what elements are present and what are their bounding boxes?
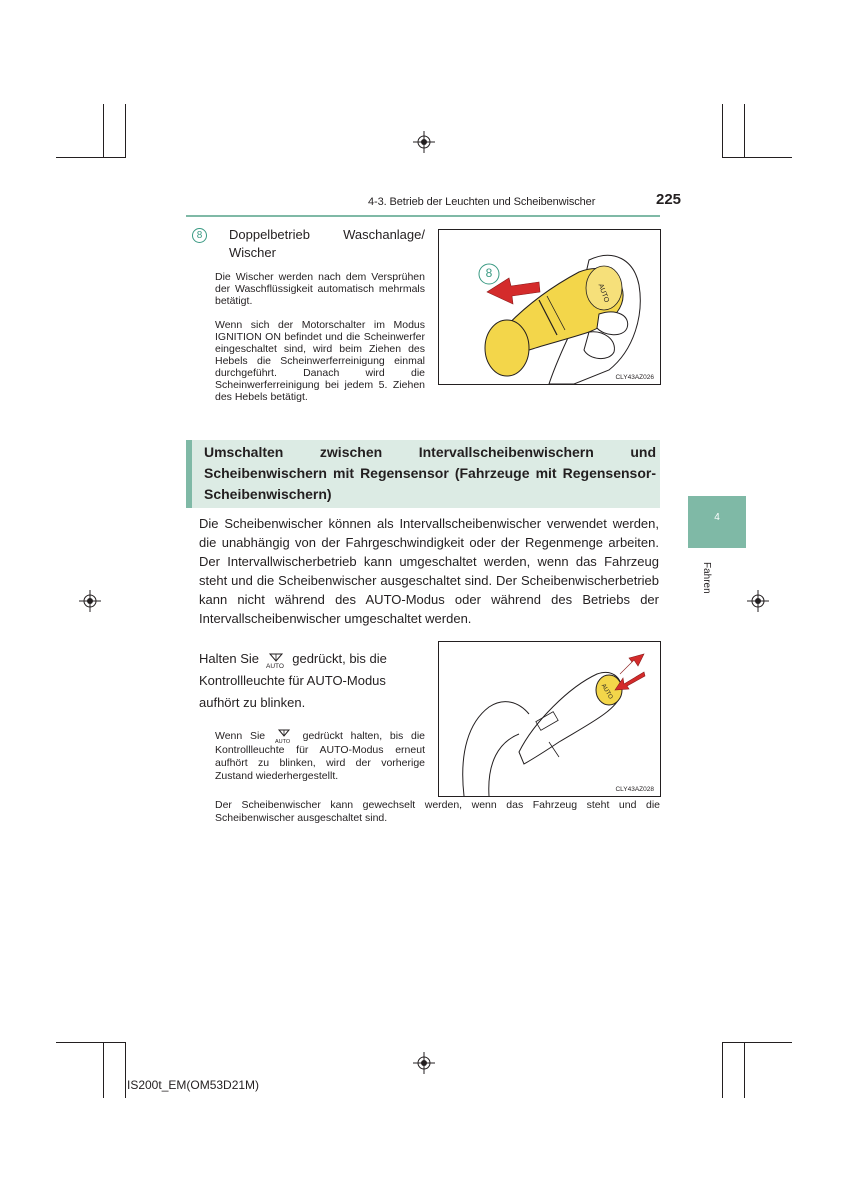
item-description: Die Wischer werden nach dem Versprühen der Waschflüssigkeit automatisch mehrmals betätigt. <box>215 271 425 307</box>
crop-mark <box>103 1042 104 1098</box>
page-number: 225 <box>656 191 682 208</box>
icon-auto-label: AUTO <box>265 662 284 669</box>
note-text-part1: Wenn Sie <box>215 729 266 742</box>
crop-mark <box>103 104 104 158</box>
section-intro: Die Scheibenwischer können als Intervallscheibenwischer verwendet werden, die unabhängig von der Fahrgeschwindigkeit oder der Regenmenge arbeiten. Der Intervallwischerbetrieb kann umgeschaltet werden, wenn das Fahrzeug steht und die Scheibenwischer ausgeschaltet sind. Der Scheibenwischerbetrieb kann nicht während des AUTO-Modus oder während des Betriebs der Intervallscheibenwischer umgeschaltet werden. <box>199 516 659 626</box>
registration-mark-icon <box>79 590 101 612</box>
crop-mark <box>722 1042 723 1098</box>
running-header: 4-3. Betrieb der Leuchten und Scheibenwischer <box>368 196 596 208</box>
svg-text:AUTO: AUTO <box>599 683 614 701</box>
item-number-badge: 8 <box>192 228 207 243</box>
wiper-lever-pull-figure <box>438 229 661 385</box>
crop-mark <box>125 1042 126 1098</box>
figure-callout-number: 8 <box>485 266 493 280</box>
crop-mark <box>744 104 745 158</box>
note-text-part2: gedrückt halten, bis die Kontrollleuchte für AUTO-Modus erneut aufhört zu blinken, wird der vorherige Zustand wiederhergestellt. <box>215 729 426 782</box>
header-rule <box>186 215 660 217</box>
crop-mark <box>722 1042 792 1043</box>
crop-mark <box>722 157 792 158</box>
instruction-text <box>199 648 425 714</box>
registration-mark-icon <box>413 131 435 153</box>
crop-mark <box>722 104 723 158</box>
crop-mark <box>744 1042 745 1098</box>
wiper-auto-button-illustration <box>439 642 660 796</box>
figure-code: CLY43AZ026 <box>615 374 654 381</box>
instruction-text-part2: gedrückt, bis die Kontrollleuchte für AUTO-Modus aufhört zu blinken. <box>199 651 387 710</box>
item-title: Doppelbetrieb Waschanlage/ Wischer <box>229 227 425 260</box>
figure-code: CLY43AZ028 <box>615 786 654 793</box>
crop-mark <box>125 104 126 158</box>
instruction-note <box>215 728 425 783</box>
chapter-label: Fahren <box>701 562 712 594</box>
wiper-auto-button-icon <box>263 651 289 669</box>
item-description: Wenn sich der Motorschalter im Modus IGNITION ON befindet und die Scheinwerfer eingeschaltet sind, wird beim Ziehen des Hebels die Scheinwerferreinigung einmal durchgeführt. Danach wird die Scheinwerferreinigung bei jedem 5. Ziehen des Hebels betätigt. <box>215 319 425 403</box>
instruction-text-part1: Halten Sie <box>199 651 259 666</box>
note-text: Der Scheibenwischer kann gewechselt werden, wenn das Fahrzeug steht und die Scheibenwischer ausgeschaltet sind. <box>215 799 660 824</box>
chapter-tab <box>688 496 746 548</box>
chapter-number: 4 <box>714 512 720 523</box>
registration-mark-icon <box>747 590 769 612</box>
crop-mark <box>56 1042 126 1043</box>
wiper-auto-button-figure <box>438 641 661 797</box>
icon-auto-label: AUTO <box>274 739 291 744</box>
wiper-auto-button-icon <box>273 728 295 744</box>
section-heading-box <box>186 440 660 508</box>
wiper-lever-pull-illustration <box>439 230 660 384</box>
crop-mark <box>56 157 126 158</box>
section-heading: Umschalten zwischen Intervallscheibenwischern und Scheibenwischern mit Regensensor (Fahrzeuge mit Regensensor-Scheibenwischern) <box>204 444 656 502</box>
svg-text:AUTO: AUTO <box>596 282 610 304</box>
registration-mark-icon <box>413 1052 435 1074</box>
document-id: IS200t_EM(OM53D21M) <box>127 1078 260 1092</box>
